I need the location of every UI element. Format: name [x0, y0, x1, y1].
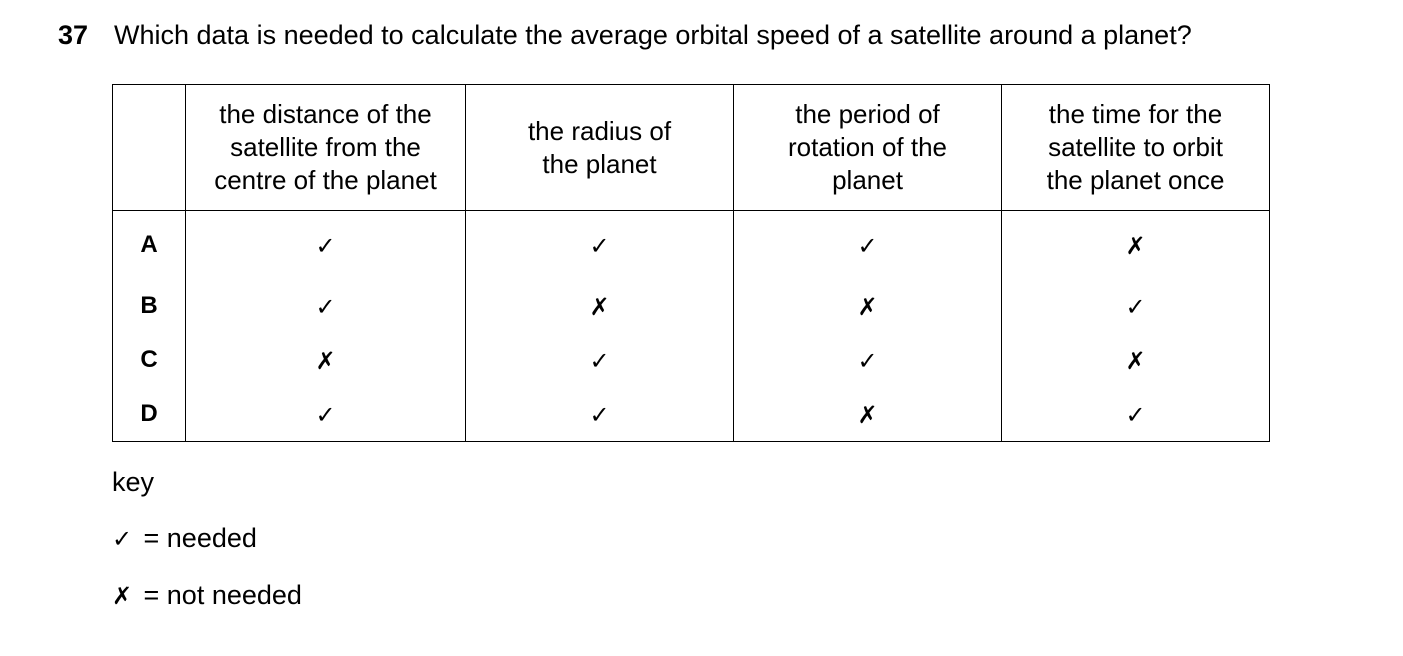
key-section: [112, 465, 302, 635]
check-mark-icon: ✓: [112, 525, 133, 553]
mark-cell: [734, 279, 1002, 333]
mark: ✓: [315, 231, 336, 260]
key-not-needed-text: = not needed: [143, 580, 302, 610]
mark-cell: [734, 387, 1002, 442]
mark-cell: [186, 279, 466, 333]
option-row-d: [113, 387, 1270, 442]
mark-cell: [734, 211, 1002, 280]
mark: ✓: [1125, 292, 1146, 321]
mark-cell: [734, 333, 1002, 387]
mark: ✗: [857, 400, 878, 429]
header-radius: the radius of the planet: [466, 85, 734, 211]
mark: ✓: [857, 231, 878, 260]
mark-cell: [466, 279, 734, 333]
question-number: 37: [58, 20, 89, 50]
options-table: [112, 84, 1270, 442]
mark-cell: [466, 387, 734, 442]
header-distance: the distance of the satellite from the centre of the planet: [186, 85, 466, 211]
option-row-b: [113, 279, 1270, 333]
option-label: B: [113, 279, 186, 333]
header-orbit-time: the time for the satellite to orbit the planet once: [1002, 85, 1270, 211]
mark: ✓: [1125, 400, 1146, 429]
mark: ✗: [857, 292, 878, 321]
mark-cell: [1002, 211, 1270, 280]
mark: ✗: [589, 292, 610, 321]
cross-mark-icon: ✗: [112, 582, 133, 610]
question-text: Which data is needed to calculate the average orbital speed of a satellite around a planet?: [114, 20, 1192, 50]
header-period: the period of rotation of the planet: [734, 85, 1002, 211]
mark: ✓: [589, 400, 610, 429]
header-row: [113, 85, 1270, 211]
mark-cell: [1002, 387, 1270, 442]
option-row-a: [113, 211, 1270, 280]
question: [58, 18, 1192, 52]
mark-cell: [466, 211, 734, 280]
key-not-needed: [112, 578, 302, 613]
option-label: D: [113, 387, 186, 442]
mark: ✓: [857, 346, 878, 375]
mark: ✓: [589, 231, 610, 260]
mark-cell: [1002, 333, 1270, 387]
mark-cell: [186, 211, 466, 280]
header-empty: [113, 85, 186, 211]
key-needed-text: = needed: [143, 523, 257, 553]
key-needed: [112, 521, 302, 556]
mark-cell: [466, 333, 734, 387]
mark: ✓: [315, 292, 336, 321]
key-title: key: [112, 467, 155, 497]
mark: ✗: [1125, 346, 1146, 375]
option-row-c: [113, 333, 1270, 387]
mark: ✓: [315, 400, 336, 429]
option-label: C: [113, 333, 186, 387]
mark: ✓: [589, 346, 610, 375]
mark-cell: [1002, 279, 1270, 333]
mark: ✗: [315, 346, 336, 375]
mark-cell: [186, 387, 466, 442]
option-label: A: [113, 211, 186, 280]
mark-cell: [186, 333, 466, 387]
mark: ✗: [1125, 231, 1146, 260]
